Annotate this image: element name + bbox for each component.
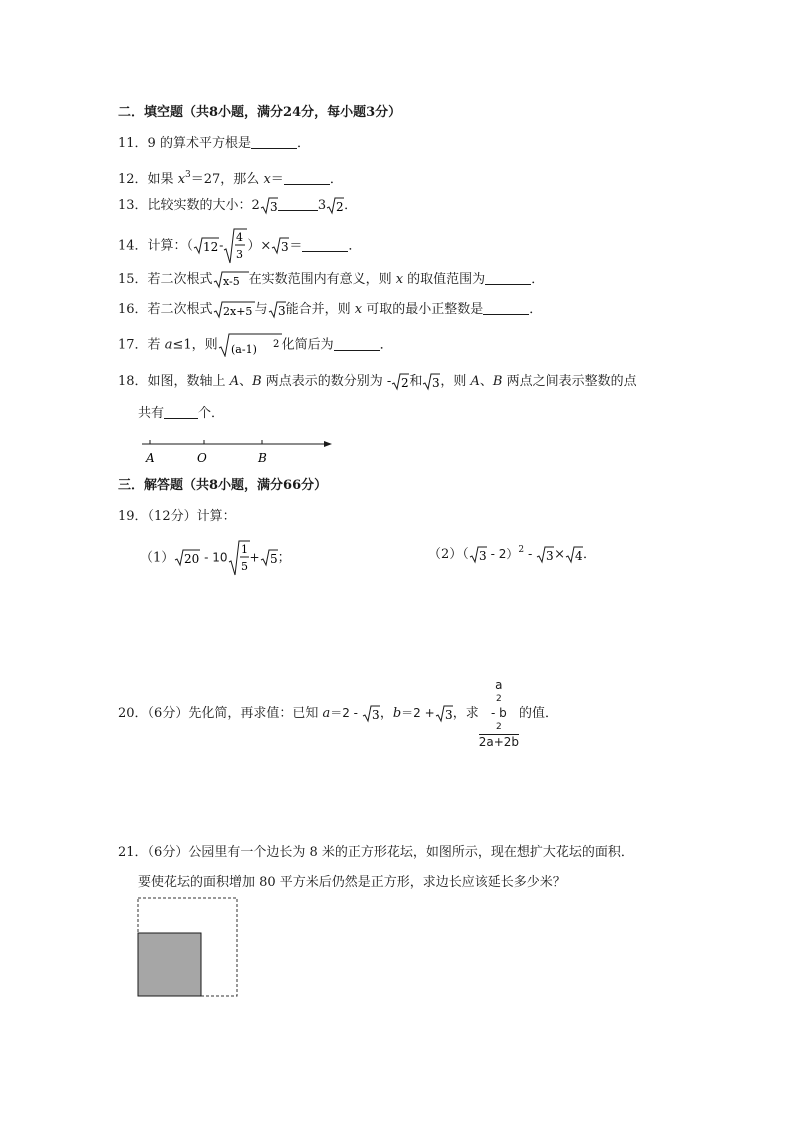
question-17 bbox=[118, 333, 393, 357]
svg-text:2: 2 bbox=[272, 339, 279, 350]
sqrt-3 bbox=[435, 705, 453, 723]
svg-text:4: 4 bbox=[575, 548, 583, 563]
period: ． bbox=[379, 337, 393, 353]
question-number: 14． bbox=[118, 238, 148, 254]
svg-text:2x+5: 2x+5 bbox=[222, 304, 252, 318]
exponent: 3 bbox=[185, 170, 191, 180]
a-value: ＝2 - bbox=[330, 706, 362, 720]
svg-text:2: 2 bbox=[401, 375, 409, 390]
question-number: 15． bbox=[118, 272, 148, 287]
point-b: B bbox=[252, 374, 262, 389]
equals: ＝ bbox=[270, 172, 284, 187]
times: × bbox=[554, 547, 566, 562]
period: ． bbox=[348, 238, 362, 254]
text-segment: 可取的最小正整数是 bbox=[362, 302, 484, 317]
sqrt-2x-plus-5 bbox=[213, 301, 255, 319]
question-number: 12． bbox=[118, 172, 148, 187]
svg-text:3: 3 bbox=[546, 548, 554, 563]
num-exp-2: 2 bbox=[495, 722, 502, 732]
svg-text:3: 3 bbox=[277, 303, 286, 318]
svg-text:3: 3 bbox=[371, 707, 380, 722]
svg-text:x-5: x-5 bbox=[222, 274, 240, 288]
exponent: 2 bbox=[518, 545, 525, 555]
fraction-denominator: 2a+2b bbox=[478, 735, 519, 749]
question-text: 9 的算术平方根是 bbox=[147, 136, 251, 151]
section-3-title: 三．解答题（共8小题，满分66分） bbox=[118, 478, 328, 493]
text-segment: ＝27，那么 bbox=[190, 172, 264, 187]
text-segment: 两点表示的数分别为 - bbox=[261, 374, 392, 389]
section-2-title: 二．填空题（共8小题，满分24分，每小题3分） bbox=[118, 105, 402, 120]
text-segment: 若 bbox=[147, 337, 165, 353]
sqrt-fraction-1-5 bbox=[228, 540, 250, 576]
question-21 bbox=[118, 843, 634, 863]
b-value: ＝2 + bbox=[401, 706, 435, 720]
plus: + bbox=[249, 550, 260, 565]
svg-text:3: 3 bbox=[269, 199, 278, 214]
sqrt-3 bbox=[271, 237, 289, 255]
text-segment: 化简后为 bbox=[281, 337, 334, 353]
text-segment: 在实数范围内有意义，则 bbox=[248, 272, 396, 287]
sqrt-12 bbox=[193, 237, 219, 255]
text-and: 与 bbox=[254, 302, 268, 317]
sqrt-20 bbox=[174, 549, 200, 567]
label-b: B bbox=[258, 451, 267, 465]
point-b: B bbox=[492, 374, 503, 389]
svg-text:5: 5 bbox=[240, 560, 248, 573]
period: ． bbox=[344, 198, 358, 213]
label-o: O bbox=[197, 451, 207, 465]
text-segment: ，则 bbox=[440, 374, 471, 389]
svg-text:2: 2 bbox=[336, 199, 344, 214]
period: ． bbox=[529, 302, 543, 317]
svg-text:3: 3 bbox=[444, 707, 453, 722]
num-exp: 2 bbox=[495, 694, 502, 704]
variable-a: a bbox=[322, 706, 331, 721]
part-label: （1） bbox=[140, 550, 175, 566]
question-13 bbox=[118, 196, 357, 216]
period: ． bbox=[531, 272, 545, 287]
question-number: 16． bbox=[118, 302, 148, 317]
question-11 bbox=[118, 134, 310, 154]
question-20 bbox=[118, 678, 558, 749]
fraction-expression bbox=[479, 678, 519, 749]
question-16 bbox=[118, 300, 542, 320]
coefficient: 3 bbox=[317, 198, 327, 213]
question-12 bbox=[118, 165, 343, 190]
svg-text:20: 20 bbox=[184, 552, 200, 566]
question-text: （12分）计算： bbox=[147, 509, 236, 524]
text-segment: 共有 bbox=[138, 406, 165, 421]
period: ． bbox=[296, 136, 310, 151]
answer-blank bbox=[483, 301, 529, 315]
variable-a: a bbox=[164, 337, 173, 353]
equals: ＝ bbox=[289, 238, 303, 254]
text-segment: 个． bbox=[198, 406, 225, 421]
close-times: ）× bbox=[247, 238, 272, 254]
original-square bbox=[138, 933, 201, 996]
question-text: 比较实数的大小：2 bbox=[147, 198, 260, 213]
fraction-numerator bbox=[479, 678, 519, 735]
svg-text:3: 3 bbox=[281, 240, 289, 254]
question-19 bbox=[118, 507, 236, 527]
open-paren: （ bbox=[462, 547, 469, 562]
svg-text:5: 5 bbox=[269, 552, 278, 566]
question-19-part-2 bbox=[428, 540, 596, 565]
point-a: A bbox=[229, 374, 240, 389]
question-number: 13． bbox=[118, 198, 148, 213]
text-segment: 的取值范围为 bbox=[403, 272, 486, 287]
text-segment: 如果 bbox=[147, 172, 178, 187]
minus: - bbox=[219, 238, 224, 253]
text-segment: 若二次根式 bbox=[147, 302, 213, 317]
text-segment: 若二次根式 bbox=[147, 272, 213, 287]
period: ． bbox=[329, 172, 343, 187]
svg-text:3: 3 bbox=[478, 548, 487, 563]
svg-text:4: 4 bbox=[236, 231, 244, 244]
answer-blank bbox=[278, 197, 318, 211]
separator: 、 bbox=[239, 374, 253, 389]
sqrt-x-minus-5 bbox=[213, 271, 249, 289]
text-segment: 能合并，则 bbox=[285, 302, 355, 317]
part-label: （2） bbox=[428, 547, 463, 562]
num-a: a bbox=[495, 678, 503, 692]
answer-blank bbox=[302, 238, 348, 252]
question-18 bbox=[118, 372, 637, 392]
sqrt-3 bbox=[268, 301, 286, 319]
answer-blank bbox=[334, 337, 380, 351]
question-number: 20． bbox=[118, 706, 148, 721]
answer-blank bbox=[284, 171, 330, 185]
text-segment: （6分）先化简，再求值：已知 bbox=[147, 706, 323, 721]
sqrt-2 bbox=[326, 197, 344, 215]
svg-text:12: 12 bbox=[203, 240, 219, 254]
sqrt-5 bbox=[260, 549, 278, 567]
variable-x: x bbox=[263, 172, 271, 187]
svg-text:3: 3 bbox=[432, 375, 440, 390]
question-text: 计算：（ bbox=[147, 238, 194, 254]
text-segment: ，求 bbox=[452, 706, 479, 721]
question-number: 19． bbox=[118, 509, 148, 524]
number-line-figure bbox=[138, 432, 338, 466]
point-a: A bbox=[470, 374, 480, 389]
separator: 、 bbox=[479, 374, 493, 389]
label-a: A bbox=[146, 451, 155, 465]
svg-text:3: 3 bbox=[236, 248, 244, 261]
minus: - bbox=[524, 547, 537, 561]
question-text: （6分）公园里有一个边长为 8 米的正方形花坛，如图所示，现在想扩大花坛的面积． bbox=[147, 845, 634, 860]
num-minus-b: - b bbox=[490, 706, 507, 720]
question-number: 11． bbox=[118, 136, 148, 151]
variable-x: x bbox=[395, 272, 404, 287]
arrow-head-icon bbox=[324, 441, 332, 447]
question-14 bbox=[118, 228, 361, 264]
text-segment: 如图，数轴上 bbox=[147, 374, 230, 389]
square-garden-figure bbox=[136, 896, 240, 1000]
sqrt-fraction-4-3 bbox=[223, 228, 247, 264]
minus-two: - 2） bbox=[486, 547, 519, 561]
answer-blank bbox=[164, 405, 198, 419]
comma: ， bbox=[379, 706, 393, 721]
variable-x: x bbox=[177, 172, 186, 187]
period: ． bbox=[583, 547, 597, 562]
sqrt-3 bbox=[536, 546, 554, 564]
sqrt-3 bbox=[469, 546, 487, 564]
text-segment: 的值． bbox=[519, 706, 559, 721]
sqrt-3 bbox=[422, 373, 440, 391]
sqrt-a-minus-1-squared bbox=[218, 333, 282, 357]
answer-blank bbox=[485, 271, 531, 285]
question-21-line-2: 要使花坛的面积增加 80 平方米后仍然是正方形，求边长应该延长多少米？ bbox=[138, 875, 566, 890]
variable-x: x bbox=[354, 302, 363, 317]
condition: ≤1，则 bbox=[172, 337, 218, 353]
minus-ten: - 10 bbox=[200, 550, 228, 565]
text-segment: 两点之间表示整数的点 bbox=[502, 374, 637, 389]
svg-text:(a-1): (a-1) bbox=[230, 343, 257, 356]
question-number: 17． bbox=[118, 337, 148, 353]
sqrt-4 bbox=[565, 546, 583, 564]
sqrt-3 bbox=[362, 705, 380, 723]
answer-blank bbox=[251, 135, 297, 149]
text-and: 和 bbox=[409, 374, 423, 389]
question-number: 18． bbox=[118, 374, 148, 389]
sqrt-2 bbox=[391, 373, 409, 391]
question-15 bbox=[118, 270, 544, 290]
svg-text:1: 1 bbox=[240, 543, 248, 556]
variable-b: b bbox=[392, 706, 402, 721]
question-number: 21． bbox=[118, 845, 148, 860]
question-19-part-1 bbox=[140, 540, 291, 576]
semicolon: ； bbox=[277, 550, 291, 566]
question-18-line-2 bbox=[138, 404, 224, 424]
sqrt-3 bbox=[260, 197, 278, 215]
